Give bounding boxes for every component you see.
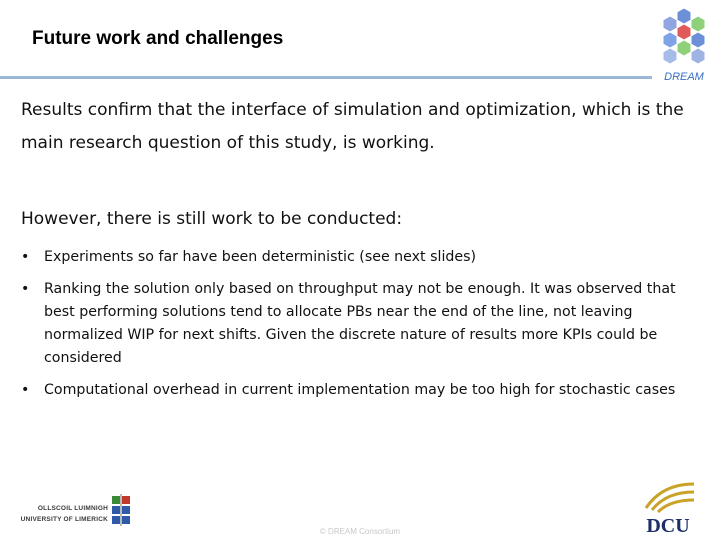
ul-irish-name: OLLSCOIL LUIMNIGH xyxy=(37,505,108,512)
challenges-intro: However, there is still work to be conducted: xyxy=(21,209,403,229)
bullet-text: Ranking the solution only based on throughput may not be enough. It was observed that best performing solutions tend to allocate PBs near the end of the line, not leaving normalized WIP for next shifts. Given the discrete nature of results more KPIs could be considered xyxy=(44,281,676,366)
dcu-wordmark: DCU xyxy=(646,515,690,536)
bullet-text: Computational overhead in current implementation may be too high for stochastic cases xyxy=(44,382,676,398)
list-item xyxy=(21,379,681,402)
slide-title: Future work and challenges xyxy=(32,28,284,49)
list-item xyxy=(21,246,681,269)
ul-english-name: UNIVERSITY OF LIMERICK xyxy=(20,516,108,523)
bullet-marker: • xyxy=(21,382,30,398)
copyright-notice: © DREAM Consortium xyxy=(319,527,401,536)
dcu-logo-icon xyxy=(632,478,704,536)
title-divider xyxy=(0,76,652,79)
results-paragraph: Results confirm that the interface of simulation and optimization, which is the main research question of this study, is working. xyxy=(21,100,684,153)
bullet-marker: • xyxy=(21,281,30,297)
list-item xyxy=(21,278,681,370)
bullet-text: Experiments so far have been deterministic (see next slides) xyxy=(44,249,477,265)
dream-logo-icon xyxy=(656,6,712,72)
dream-wordmark: DREAM xyxy=(664,71,704,83)
challenges-list xyxy=(21,246,681,411)
bullet-marker: • xyxy=(21,249,30,265)
